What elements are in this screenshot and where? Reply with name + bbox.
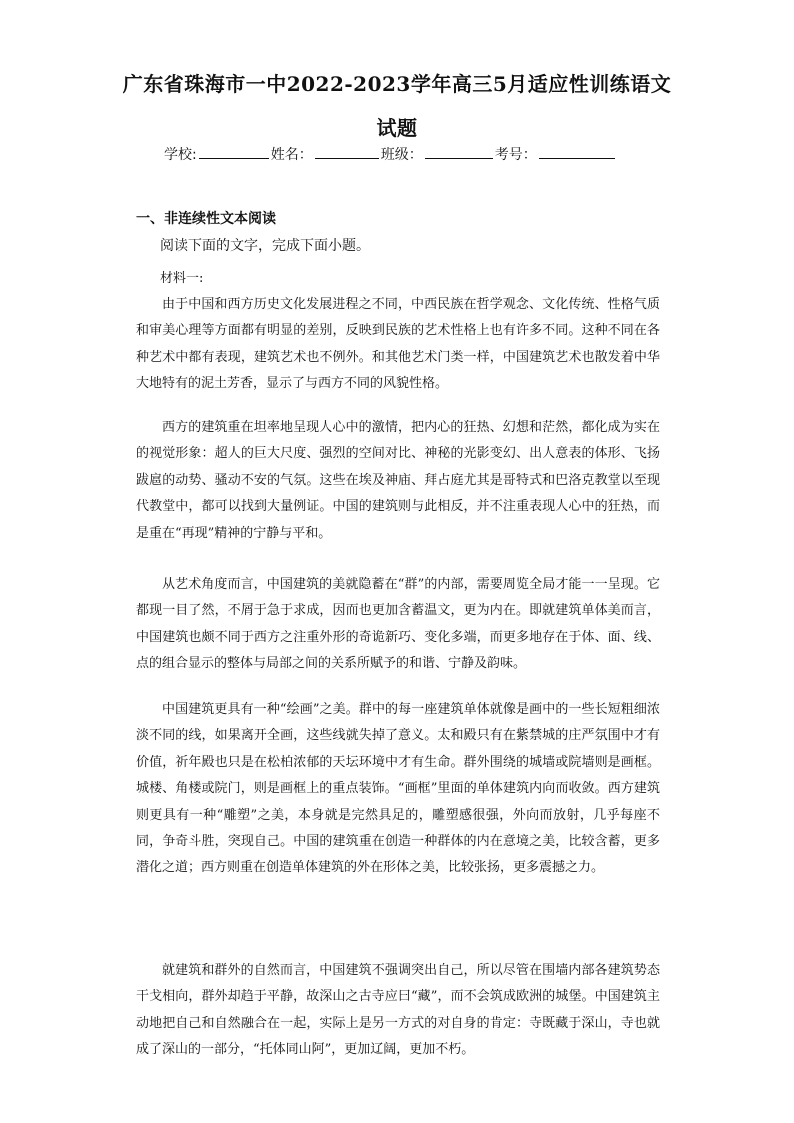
paragraph-1: 由于中国和西方历史文化发展进程之不同，中西民族在哲学观念、文化传统、性格气质和审美心理等方面都有明显的差别，反映到民族的艺术性格上也有许多不同。这种不同在各种艺术中都有表现，建筑艺术也不例外。和其他艺术门类一样，中国建筑艺术也散发着中华大地特有的泥土芳香，显示了与西方不同的风貌性格。 [136,297,660,392]
document-title-line1: 广东省珠海市一中2022-2023学年高三5月适应性训练语文 [122,72,672,96]
student-info-fields [164,144,617,164]
class-label: 班级： [380,147,423,163]
paragraph-3: 从艺术角度而言，中国建筑的美就隐蓄在“群”的内部，需要周览全局才能一一呈现。它都现一目了然，不屑于急于求成，因而也更加含蓄温文，更为内在。即就建筑单体美而言，中国建筑也颇不同于西方之注重外形的奇诡新巧、变化多端，而更多地存在于体、面、线、点的组合显示的整体与局部之间的关系所赋予的和谐、宁静及韵味。 [136,577,660,672]
paragraph-4: 中国建筑更具有一种“绘画”之美。群中的每一座建筑单体就像是画中的一些长短粗细浓淡不同的线，如果离开全画，这些线就失掉了意义。太和殿只有在紫禁城的庄严氛围中才有价值，祈年殿也只是在松柏浓郁的天坛环境中才有生命。群外围绕的城墙或院墙则是画框。城楼、角楼或院门，则是画框上的重点装饰。“画框”里面的单体建筑内向而收敛。西方建筑则更具有一种“雕塑”之美，本身就是完然具足的，雕塑感很强，外向而放射，几乎每座不同，争奇斗胜，突现自己。中国的建筑重在创造一种群体的内在意境之美，比较含蓄，更多潜化之道；西方则重在创造单体建筑的外在形体之美，比较张扬，更多震撼之力。 [136,702,660,876]
section-heading: 一、非连续性文本阅读 [136,211,276,227]
exam-number-label: 考号： [494,147,537,163]
name-label: 姓名： [270,147,313,163]
class-blank[interactable] [425,144,493,159]
school-blank[interactable] [199,144,269,159]
reading-instruction: 阅读下面的文字，完成下面小题。 [160,238,370,254]
school-label: 学校: [164,147,197,163]
name-blank[interactable] [315,144,379,159]
material-label: 材料一: [160,271,204,286]
paragraph-5: 就建筑和群外的自然而言，中国建筑不强调突出自己，所以尽管在围墙内部各建筑势态干戈相向，群外却趋于平静，故深山之古寺应曰“藏”，而不会筑成欧洲的城堡。中国建筑主动地把自己和自然融合在一起，实际上是另一方式的对自身的肯定：寺既藏于深山，寺也就成了深山的一部分，“托体同山阿”，更加辽阔，更加不朽。 [136,963,660,1058]
exam-number-blank[interactable] [539,144,615,159]
paragraph-2: 西方的建筑重在坦率地呈现人心中的激情，把内心的狂热、幻想和茫然，都化成为实在的视觉形象：超人的巨大尺度、强烈的空间对比、神秘的光影变幻、出人意表的体形、飞扬跋扈的动势、骚动不安的气氛。这些在埃及神庙、拜占庭尤其是哥特式和巴洛克教堂以至现代教堂中，都可以找到大量例证。中国的建筑则与此相反，并不注重表现人心中的狂热，而是重在“再现”精神的宁静与平和。 [136,420,660,541]
document-title-line2: 试题 [376,116,418,140]
